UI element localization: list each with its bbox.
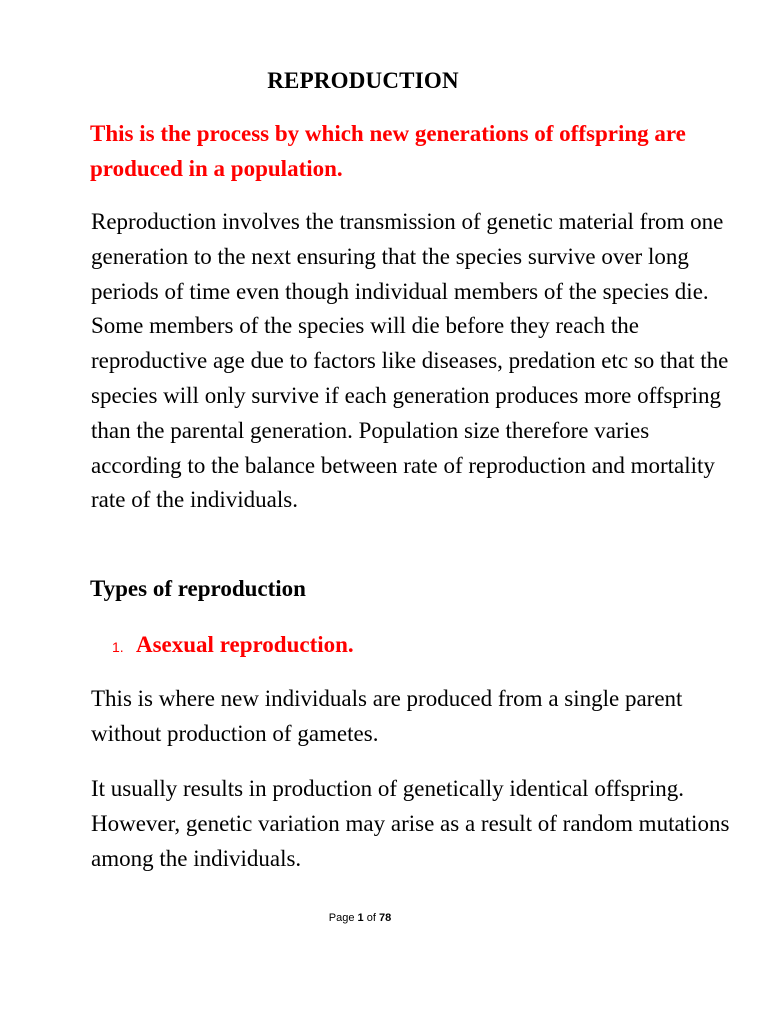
paragraph-asexual-definition: This is where new individuals are produced from a single parent without production of gametes. (91, 686, 683, 746)
paragraph-reproduction-intro: Reproduction involves the transmission of genetic material from one generation to the next ensuring that the species survive over long periods of time even though individual members of the species die. Some members of the species will die before they reach the reproductive age due to factors like diseases, predation etc so that the species will only survive if each generation produces more offspring than the parental generation. Population size therefore varies according to the balance between rate of reproduction and mortality rate of the individuals. (91, 209, 729, 513)
page-footer (0, 910, 720, 926)
footer-page-total: 78 (378, 912, 392, 924)
footer-of-word: of (366, 912, 376, 924)
footer-page-current: 1 (357, 912, 364, 924)
list-item-label: Asexual reproduction. (136, 632, 354, 657)
lead-definition: This is the process by which new generations of offspring are produced in a population. (90, 121, 686, 181)
paragraph-genetic-variation: It usually results in production of genetically identical offspring. However, genetic variation may arise as a result of random mutations among the individuals. (91, 776, 730, 871)
footer-page-word: Page (328, 912, 355, 924)
list-number: 1. (112, 639, 124, 655)
section-heading-types: Types of reproduction (90, 576, 306, 601)
list-item-asexual (112, 629, 354, 661)
document-title: REPRODUCTION (267, 68, 459, 93)
